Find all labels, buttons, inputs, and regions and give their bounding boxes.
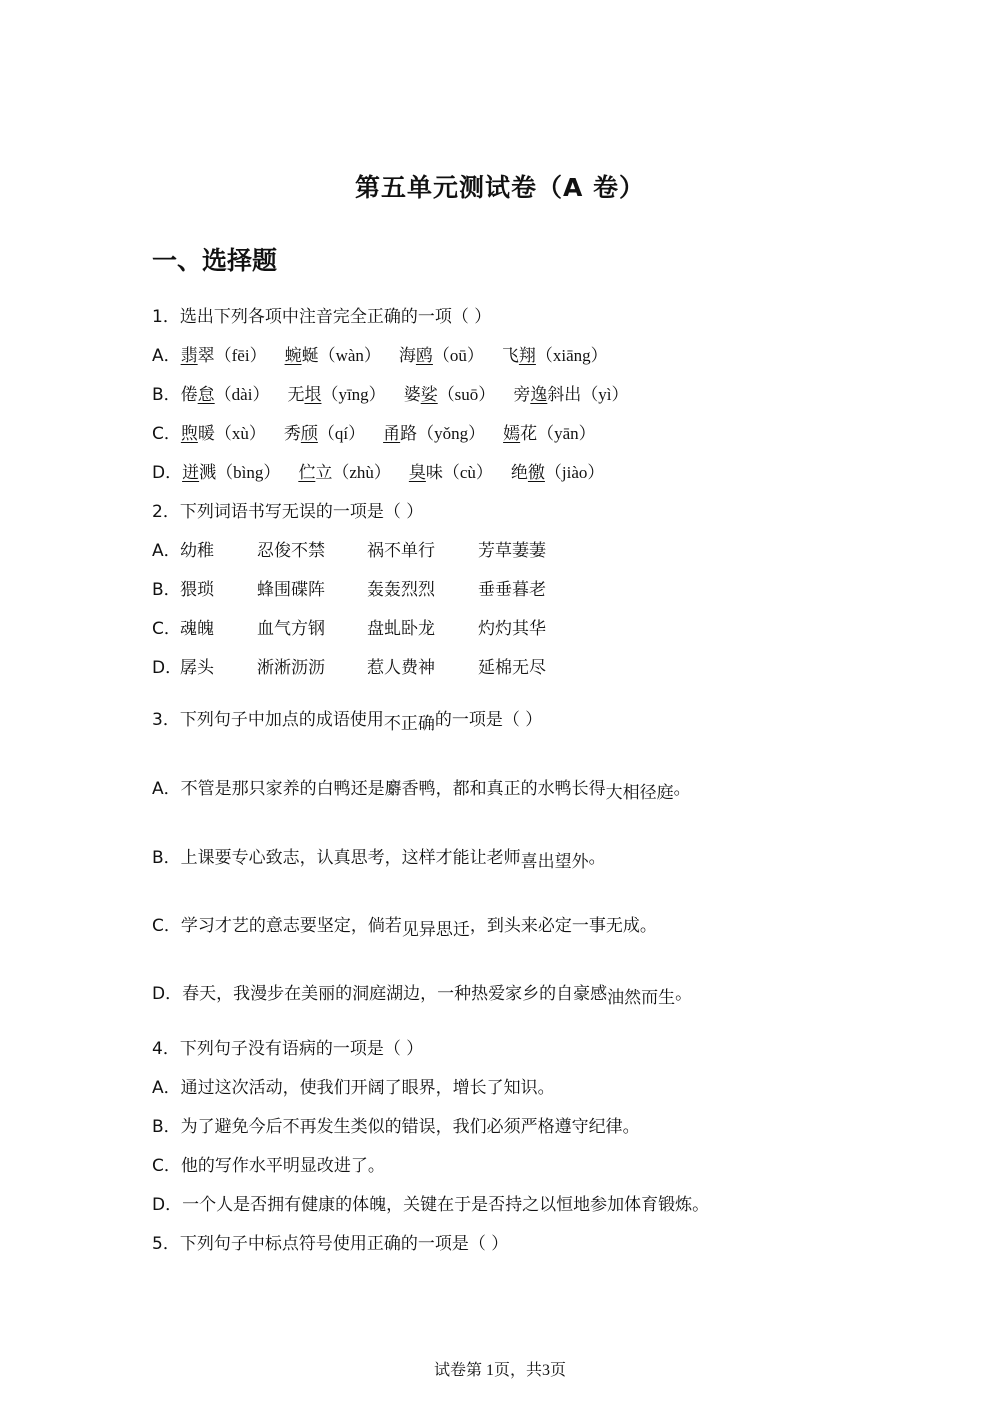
pinyin: （oū） (432, 346, 484, 365)
option-word: 盘虬卧龙 (367, 619, 435, 639)
question-2-option (152, 575, 652, 599)
pinyin: （zhù） (332, 463, 391, 482)
question-4-option (152, 1112, 640, 1137)
question-2-option (152, 653, 652, 677)
sentence-pre: 学习才艺的意志要坚定，倘若 (180, 916, 402, 936)
option-word: 蜂围碟阵 (257, 580, 325, 600)
underlined-char: 蜿 (284, 346, 302, 366)
underlined-char: 煦 (180, 424, 198, 444)
word-prefix: 无 (287, 385, 305, 405)
option-label: B． (152, 1117, 181, 1137)
option-label: A． (152, 1078, 181, 1098)
underlined-char: 嫣 (503, 424, 521, 444)
sentence-pre: 不管是那只家养的白鸭还是麝香鸭，都和真正的水鸭长得 (180, 779, 606, 799)
pinyin: （wàn） (318, 346, 381, 365)
option-label: D． (152, 658, 183, 678)
word-rest: 花 (520, 424, 538, 444)
pinyin-item (181, 419, 266, 444)
question-3-option (152, 979, 693, 1008)
question-4-option (152, 1190, 709, 1215)
option-word: 惹人费神 (367, 658, 435, 678)
pinyin: （qí） (317, 424, 366, 443)
idiom-emphasis: 喜出望外 (520, 852, 589, 872)
pinyin: （xiāng） (535, 346, 608, 365)
option-label: C． (152, 916, 181, 936)
underlined-char: 逸 (530, 385, 548, 405)
underlined-char: 伫 (298, 463, 316, 483)
option-text: 一个人是否拥有健康的体魄，关键在于是否持之以恒地参加体育锻炼。 (182, 1195, 710, 1215)
pinyin-item (513, 380, 628, 405)
question-4-option (152, 1073, 555, 1098)
question-2-option (152, 614, 652, 638)
option-word: 芳草萋萋 (478, 541, 546, 561)
option-label: B． (152, 385, 181, 405)
sentence-post: 。 (673, 779, 691, 799)
pinyin-item (409, 458, 493, 483)
word-prefix: 飞 (501, 346, 519, 366)
word-prefix: 婆 (403, 385, 421, 405)
word-prefix: 旁 (513, 385, 531, 405)
option-label: A． (152, 779, 181, 799)
underlined-char: 臭 (408, 463, 426, 483)
sentence-post: 。 (588, 848, 606, 868)
word-rest: 溅 (199, 463, 217, 483)
option-word: 延棉无尽 (478, 658, 546, 678)
underlined-char: 怠 (197, 385, 215, 405)
option-word: 魂魄 (180, 619, 214, 639)
pinyin: （cù） (442, 463, 493, 482)
option-label: C． (152, 1156, 181, 1176)
question-5-stem: 5．下列句子中标点符号使用正确的一项是（ ） (152, 1234, 509, 1254)
option-label: B． (152, 848, 181, 868)
pinyin: （yì） (581, 385, 629, 404)
option-label: A． (152, 346, 181, 366)
question-1-option (152, 380, 647, 405)
pinyin-item (287, 380, 385, 405)
sentence-post: ，到头来必定一事无成。 (469, 916, 657, 936)
underlined-char: 迸 (182, 463, 200, 483)
option-text: 他的写作水平明显改进了。 (180, 1156, 385, 1176)
pinyin: （jiào） (544, 463, 605, 482)
word-rest: 味 (425, 463, 443, 483)
idiom-emphasis: 大相径庭 (605, 783, 674, 803)
pinyin: （yǒng） (417, 424, 486, 443)
option-word: 淅淅沥沥 (257, 658, 325, 678)
pinyin: （fēi） (214, 346, 267, 365)
option-word: 孱头 (180, 658, 214, 678)
sentence-pre: 春天，我漫步在美丽的洞庭湖边，一种热爱家乡的自豪感 (182, 984, 608, 1004)
option-text: 通过这次活动，使我们开阔了眼界，增长了知识。 (180, 1078, 555, 1098)
option-label: A． (152, 541, 181, 561)
pinyin-item (181, 380, 270, 405)
underlined-char: 颀 (300, 424, 318, 444)
option-label: D． (152, 984, 183, 1004)
pinyin-item (503, 419, 596, 444)
pinyin: （dài） (214, 385, 270, 404)
option-label: D． (152, 463, 183, 483)
underlined-char: 甬 (383, 424, 401, 444)
question-2-option (152, 536, 652, 560)
question-3-stem (152, 705, 543, 734)
word-rest: 蜒 (301, 346, 319, 366)
question-1-option (152, 419, 614, 444)
option-label: C． (152, 619, 181, 639)
word-prefix: 绝 (510, 463, 528, 483)
word-rest: 暖 (197, 424, 215, 444)
section-heading: 一、选择题 (152, 246, 278, 275)
question-1-option (152, 341, 626, 366)
question-1-option (152, 458, 622, 483)
underlined-char: 娑 (420, 385, 438, 405)
option-label: B． (152, 580, 181, 600)
pinyin: （xù） (214, 424, 266, 443)
question-3-stem-pre: 3．下列句子中加点的成语使用 (152, 710, 384, 730)
option-word: 血气方钢 (257, 619, 325, 639)
sentence-post: 。 (675, 984, 693, 1004)
pinyin-item (298, 458, 391, 483)
pinyin: （bìng） (216, 463, 281, 482)
underlined-char: 翔 (518, 346, 536, 366)
underlined-char: 鸥 (415, 346, 433, 366)
pinyin-item (285, 341, 381, 366)
question-3-option (152, 843, 606, 872)
option-word: 幼稚 (180, 541, 214, 561)
pinyin: （suō） (437, 385, 496, 404)
pinyin-item (181, 341, 267, 366)
question-3-option (152, 911, 657, 940)
option-text: 为了避免今后不再发生类似的错误，我们必须严格遵守纪律。 (180, 1117, 640, 1137)
option-word: 忍俊不禁 (257, 541, 325, 561)
idiom-emphasis: 见异思迁 (401, 920, 470, 940)
pinyin-item (182, 458, 280, 483)
question-1-stem: 1．选出下列各项中注音完全正确的一项（ ） (152, 307, 492, 327)
question-4-option (152, 1151, 385, 1176)
underlined-char: 垠 (304, 385, 322, 405)
word-prefix: 秀 (283, 424, 301, 444)
pinyin-item (383, 419, 485, 444)
question-3-stem-post: 的一项是（ ） (434, 710, 543, 730)
pinyin-item (404, 380, 496, 405)
idiom-emphasis: 油然而生 (607, 988, 676, 1008)
option-label: D． (152, 1195, 183, 1215)
pinyin-item (399, 341, 484, 366)
pinyin: （yān） (537, 424, 596, 443)
word-rest: 路 (400, 424, 418, 444)
word-rest: 斜出 (547, 385, 582, 405)
pinyin-item (511, 458, 605, 483)
page-title: 第五单元测试卷（A 卷） (354, 173, 646, 202)
question-3-stem-emphasis: 不正确 (383, 714, 435, 734)
word-prefix: 倦 (180, 385, 198, 405)
word-prefix: 海 (398, 346, 416, 366)
option-word: 祸不单行 (367, 541, 435, 561)
option-label: C． (152, 424, 181, 444)
option-word: 灼灼其华 (478, 619, 546, 639)
underlined-char: 翡 (180, 346, 198, 366)
question-2-stem: 2．下列词语书写无误的一项是（ ） (152, 502, 424, 522)
pinyin-item (502, 341, 608, 366)
word-rest: 翠 (197, 346, 215, 366)
option-word: 轰轰烈烈 (367, 580, 435, 600)
page-footer: 试卷第 1页，共3页 (433, 1362, 566, 1379)
option-word: 垂垂暮老 (478, 580, 546, 600)
question-3-option (152, 774, 691, 803)
pinyin-item (284, 419, 365, 444)
sentence-pre: 上课要专心致志，认真思考，这样才能让老师 (180, 848, 521, 868)
option-word: 猥琐 (180, 580, 214, 600)
question-4-stem: 4．下列句子没有语病的一项是（ ） (152, 1039, 424, 1059)
underlined-char: 徼 (527, 463, 545, 483)
word-rest: 立 (315, 463, 333, 483)
pinyin: （yīng） (321, 385, 386, 404)
